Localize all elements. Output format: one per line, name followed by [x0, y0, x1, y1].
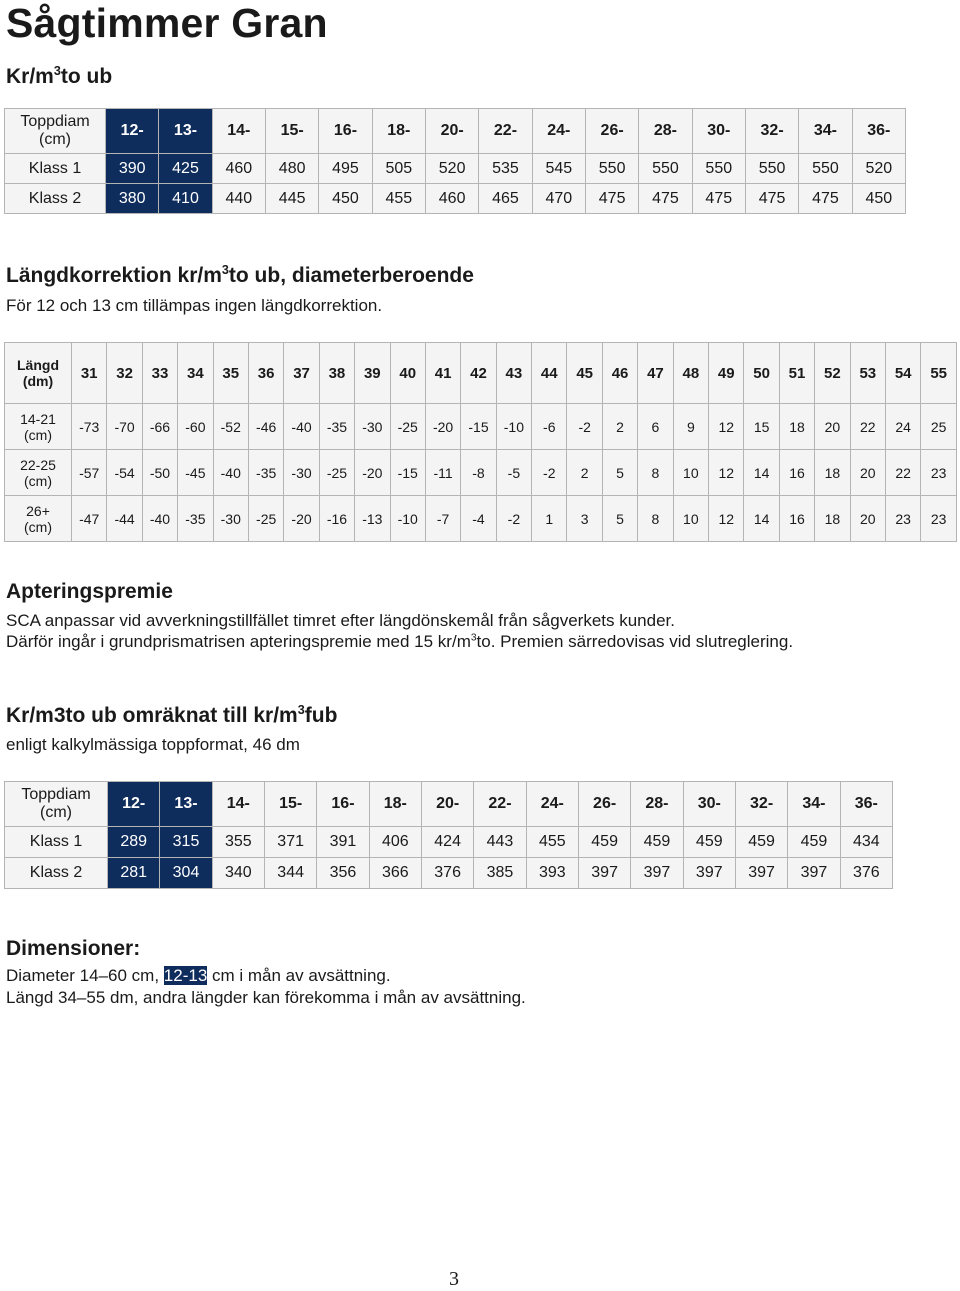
length-col-header: 55: [921, 343, 957, 404]
table-cell: 450: [319, 184, 372, 214]
fub-table-header-row: [5, 782, 893, 827]
table-cell: 459: [788, 827, 840, 858]
table-cell: 475: [585, 184, 638, 214]
price-table-col-header: 32-: [745, 109, 798, 154]
table-cell: 18: [779, 404, 814, 450]
table-cell: -54: [107, 450, 142, 496]
table-cell: 385: [474, 858, 526, 889]
table-cell: 22: [850, 404, 885, 450]
length-correction-table: [4, 342, 957, 542]
table-cell: 376: [840, 858, 892, 889]
table-cell: -7: [425, 496, 460, 542]
table-cell: 550: [745, 154, 798, 184]
apteringspremie-line-1: SCA anpassar vid avverkningstillfället timret efter längdönskemål från sågverkets kunder.: [6, 611, 675, 630]
table-cell: 5: [602, 496, 637, 542]
table-cell: 5: [602, 450, 637, 496]
length-col-header: 48: [673, 343, 708, 404]
table-cell: 535: [479, 154, 532, 184]
table-cell: 23: [921, 450, 957, 496]
length-col-header: 45: [567, 343, 602, 404]
price-table-col-header: 14-: [212, 109, 265, 154]
fub-table-header-label: Toppdiam (cm): [5, 782, 108, 827]
table-cell: -30: [284, 450, 319, 496]
table-cell: 424: [421, 827, 473, 858]
table-cell: 397: [578, 858, 630, 889]
length-col-header: 49: [709, 343, 744, 404]
table-cell: 397: [683, 858, 735, 889]
price-table-col-header: 22-: [479, 109, 532, 154]
table-cell: -16: [319, 496, 354, 542]
length-col-header: 32: [107, 343, 142, 404]
table-cell: -35: [319, 404, 354, 450]
table-cell: 355: [212, 827, 264, 858]
table-cell: 393: [526, 858, 578, 889]
table-cell: 520: [425, 154, 478, 184]
length-col-header: 53: [850, 343, 885, 404]
row-label: Klass 1: [5, 827, 108, 858]
table-cell: -25: [319, 450, 354, 496]
table-cell: 475: [799, 184, 852, 214]
table-cell: -20: [425, 404, 460, 450]
table-cell: -2: [532, 450, 567, 496]
table-cell: 14: [744, 450, 779, 496]
price-table-col-header: 24-: [532, 109, 585, 154]
table-cell: -35: [178, 496, 213, 542]
fub-table-col-header: 12-: [108, 782, 160, 827]
table-cell: 281: [108, 858, 160, 889]
fub-table-col-header: 24-: [526, 782, 578, 827]
table-cell: -8: [461, 450, 496, 496]
table-cell: 376: [421, 858, 473, 889]
table-cell: 16: [779, 450, 814, 496]
table-row: [5, 154, 906, 184]
price-table-col-header: 16-: [319, 109, 372, 154]
highlighted-range: 12-13: [163, 966, 208, 985]
table-cell: 366: [369, 858, 421, 889]
price-table-col-header: 30-: [692, 109, 745, 154]
table-cell: -25: [248, 496, 283, 542]
table-cell: -30: [213, 496, 248, 542]
price-table-col-header: 34-: [799, 109, 852, 154]
table-cell: 23: [921, 496, 957, 542]
section-heading-apteringspremie: Apteringspremie: [6, 580, 173, 603]
table-cell: -25: [390, 404, 425, 450]
table-cell: 356: [317, 858, 369, 889]
table-cell: 480: [265, 154, 318, 184]
table-cell: -20: [284, 496, 319, 542]
length-col-header: 31: [72, 343, 107, 404]
length-col-header: 54: [885, 343, 920, 404]
table-cell: 3: [567, 496, 602, 542]
dimensioner-line-1: Diameter 14–60 cm, 12-13 cm i mån av avsättning.: [6, 966, 391, 985]
table-cell: 2: [567, 450, 602, 496]
price-table-col-header: 36-: [852, 109, 905, 154]
table-cell: 22: [885, 450, 920, 496]
page-number: 3: [449, 1268, 459, 1290]
table-cell: 550: [585, 154, 638, 184]
table-row: [5, 404, 957, 450]
length-col-header: 46: [602, 343, 637, 404]
table-cell: 459: [683, 827, 735, 858]
fub-table-col-header: 26-: [578, 782, 630, 827]
fub-table-col-header: 16-: [317, 782, 369, 827]
price-table-col-header: 26-: [585, 109, 638, 154]
fub-subheading: enligt kalkylmässiga toppformat, 46 dm: [6, 735, 300, 754]
table-cell: 475: [639, 184, 692, 214]
table-row: [5, 496, 957, 542]
table-cell: 20: [850, 496, 885, 542]
table-cell: -44: [107, 496, 142, 542]
table-cell: -40: [142, 496, 177, 542]
table-cell: 443: [474, 827, 526, 858]
length-col-header: 39: [355, 343, 390, 404]
table-cell: 434: [840, 827, 892, 858]
table-cell: 550: [639, 154, 692, 184]
length-col-header: 34: [178, 343, 213, 404]
table-cell: 397: [631, 858, 683, 889]
table-cell: 9: [673, 404, 708, 450]
table-cell: 16: [779, 496, 814, 542]
table-cell: 6: [638, 404, 673, 450]
length-col-header: 51: [779, 343, 814, 404]
length-col-header: 37: [284, 343, 319, 404]
table-cell: 12: [709, 496, 744, 542]
table-cell: 20: [815, 404, 850, 450]
section-heading-fub: Kr/m3to ub omräknat till $kr/m^3fub$: [6, 703, 338, 727]
price-table-col-header: 20-: [425, 109, 478, 154]
table-cell: -35: [248, 450, 283, 496]
table-cell: 495: [319, 154, 372, 184]
table-cell: 1: [532, 496, 567, 542]
table-cell: 2: [602, 404, 637, 450]
table-cell: -73: [72, 404, 107, 450]
table-cell: 18: [815, 450, 850, 496]
fub-table-col-header: 13-: [160, 782, 212, 827]
table-row: [5, 184, 906, 214]
table-cell: 550: [692, 154, 745, 184]
table-cell: 371: [264, 827, 316, 858]
price-table-header-label: Toppdiam (cm): [5, 109, 106, 154]
table-cell: -2: [496, 496, 531, 542]
table-cell: 455: [526, 827, 578, 858]
fub-table-col-header: 28-: [631, 782, 683, 827]
table-cell: -10: [390, 496, 425, 542]
price-table-col-header: 18-: [372, 109, 425, 154]
table-cell: 18: [815, 496, 850, 542]
table-cell: -11: [425, 450, 460, 496]
table-cell: 10: [673, 450, 708, 496]
table-cell: 8: [638, 450, 673, 496]
price-table-col-header: 15-: [265, 109, 318, 154]
section-heading-dimensioner: Dimensioner:: [6, 937, 141, 960]
table-cell: 459: [631, 827, 683, 858]
table-cell: -47: [72, 496, 107, 542]
table-cell: 289: [108, 827, 160, 858]
table-cell: -70: [107, 404, 142, 450]
row-label: 14-21 (cm): [5, 404, 72, 450]
section-heading-length-correction: Längdkorrektion $kr/m^3to$ ub, diameterberoende: [6, 263, 474, 287]
dimensioner-line-2: Längd 34–55 dm, andra längder kan förekomma i mån av avsättning.: [6, 988, 526, 1007]
table-cell: 445: [265, 184, 318, 214]
fub-table-col-header: 30-: [683, 782, 735, 827]
table-cell: 10: [673, 496, 708, 542]
table-cell: 455: [372, 184, 425, 214]
length-col-header: 43: [496, 343, 531, 404]
table-cell: -52: [213, 404, 248, 450]
table-cell: -13: [355, 496, 390, 542]
row-label: 22-25 (cm): [5, 450, 72, 496]
table-cell: 25: [921, 404, 957, 450]
table-cell: 410: [159, 184, 212, 214]
table-cell: 304: [160, 858, 212, 889]
table-cell: -50: [142, 450, 177, 496]
table-cell: 391: [317, 827, 369, 858]
price-table-header-row: [5, 109, 906, 154]
table-cell: 406: [369, 827, 421, 858]
table-cell: -40: [213, 450, 248, 496]
table-cell: 505: [372, 154, 425, 184]
table-cell: -30: [355, 404, 390, 450]
price-table-col-header: 28-: [639, 109, 692, 154]
length-correction-note: För 12 och 13 cm tillämpas ingen längdkorrektion.: [6, 296, 383, 315]
table-cell: 12: [709, 450, 744, 496]
table-cell: 550: [799, 154, 852, 184]
length-table-header-label: Längd (dm): [5, 343, 72, 404]
table-cell: -66: [142, 404, 177, 450]
table-cell: 397: [788, 858, 840, 889]
fub-table-col-header: 15-: [264, 782, 316, 827]
fub-table-col-header: 32-: [735, 782, 787, 827]
fub-table-col-header: 20-: [421, 782, 473, 827]
table-cell: 380: [106, 184, 159, 214]
table-cell: -4: [461, 496, 496, 542]
table-cell: -5: [496, 450, 531, 496]
price-table-col-header: 12-: [106, 109, 159, 154]
table-cell: 545: [532, 154, 585, 184]
table-cell: 425: [159, 154, 212, 184]
table-cell: 315: [160, 827, 212, 858]
table-row: [5, 450, 957, 496]
table-cell: 460: [425, 184, 478, 214]
row-label: 26+ (cm): [5, 496, 72, 542]
price-table-col-header: 13-: [159, 109, 212, 154]
table-cell: -15: [461, 404, 496, 450]
table-cell: 397: [735, 858, 787, 889]
table-cell: 24: [885, 404, 920, 450]
table-cell: 460: [212, 154, 265, 184]
table-cell: 470: [532, 184, 585, 214]
table-cell: 14: [744, 496, 779, 542]
page-title: Sågtimmer Gran: [6, 0, 328, 46]
table-cell: 520: [852, 154, 905, 184]
length-table-header-row: [5, 343, 957, 404]
table-cell: -6: [532, 404, 567, 450]
table-cell: 475: [745, 184, 798, 214]
table-cell: 8: [638, 496, 673, 542]
table-cell: 475: [692, 184, 745, 214]
length-col-header: 42: [461, 343, 496, 404]
fub-table-col-header: 22-: [474, 782, 526, 827]
table-cell: 15: [744, 404, 779, 450]
length-col-header: 50: [744, 343, 779, 404]
apteringspremie-line-2: Därför ingår i grundprismatrisen apteringspremie med 15 $kr/m^3to$. Premien särredovisas vid slutreglering.: [6, 632, 794, 651]
fub-table-col-header: 18-: [369, 782, 421, 827]
table-cell: 459: [735, 827, 787, 858]
table-cell: 465: [479, 184, 532, 214]
table-cell: 12: [709, 404, 744, 450]
table-cell: 459: [578, 827, 630, 858]
table-cell: -46: [248, 404, 283, 450]
table-cell: 23: [885, 496, 920, 542]
table-cell: -2: [567, 404, 602, 450]
length-col-header: 52: [815, 343, 850, 404]
price-table: [4, 108, 906, 214]
length-col-header: 33: [142, 343, 177, 404]
table-cell: -40: [284, 404, 319, 450]
length-col-header: 41: [425, 343, 460, 404]
table-cell: 20: [850, 450, 885, 496]
table-cell: 390: [106, 154, 159, 184]
table-row: [5, 827, 893, 858]
table-cell: -10: [496, 404, 531, 450]
table-cell: -15: [390, 450, 425, 496]
length-col-header: 44: [532, 343, 567, 404]
table-cell: 440: [212, 184, 265, 214]
table-row: [5, 858, 893, 889]
table-cell: -60: [178, 404, 213, 450]
table-cell: 450: [852, 184, 905, 214]
section-heading-price-unit: $Kr/m^3to$ ub: [6, 64, 113, 88]
length-col-header: 47: [638, 343, 673, 404]
fub-table-col-header: 14-: [212, 782, 264, 827]
length-col-header: 35: [213, 343, 248, 404]
table-cell: 344: [264, 858, 316, 889]
table-cell: -45: [178, 450, 213, 496]
length-col-header: 38: [319, 343, 354, 404]
table-cell: -20: [355, 450, 390, 496]
row-label: Klass 2: [5, 184, 106, 214]
table-cell: 340: [212, 858, 264, 889]
length-col-header: 36: [248, 343, 283, 404]
fub-table-col-header: 34-: [788, 782, 840, 827]
fub-table-col-header: 36-: [840, 782, 892, 827]
length-col-header: 40: [390, 343, 425, 404]
row-label: Klass 1: [5, 154, 106, 184]
fub-table: [4, 781, 893, 889]
table-cell: -57: [72, 450, 107, 496]
row-label: Klass 2: [5, 858, 108, 889]
